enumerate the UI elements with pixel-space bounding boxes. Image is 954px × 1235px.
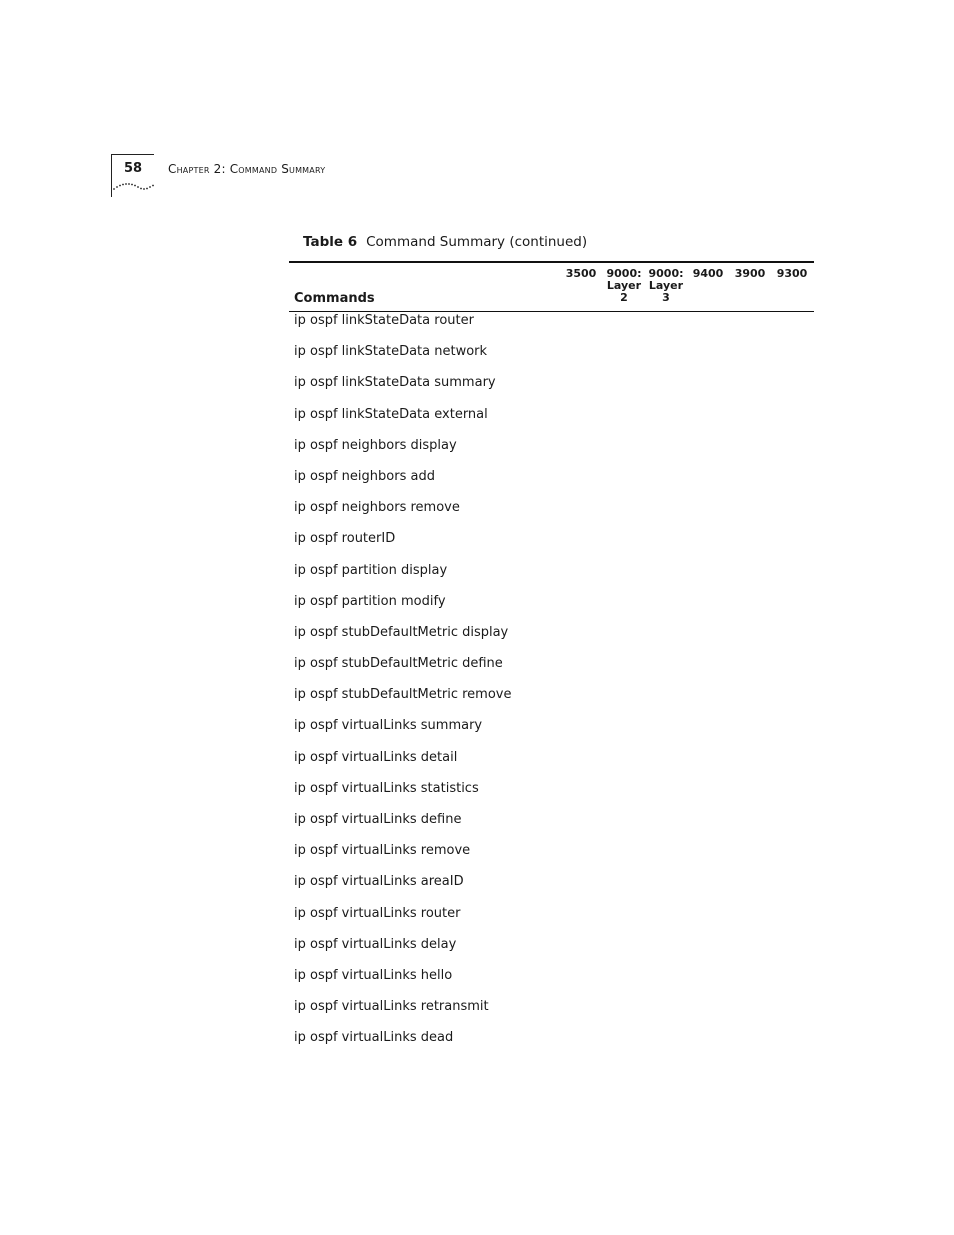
column-header-9000-layer-3: 9000: Layer 3 xyxy=(648,267,684,304)
table-row: ip ospf linkStateData router xyxy=(294,313,474,328)
table-row: ip ospf partition display xyxy=(294,562,448,578)
table-row: ip ospf virtualLinks router xyxy=(294,905,461,921)
table-row: ip ospf virtualLinks retransmit xyxy=(294,999,489,1015)
table-row: ip ospf virtualLinks remove xyxy=(294,843,471,859)
column-header-3900: 3900 xyxy=(734,267,766,280)
command-list xyxy=(289,312,814,1061)
dotted-decoration-icon xyxy=(111,180,157,192)
chapter-title: Chapter 2: Command Summary xyxy=(168,162,326,176)
table-row: ip ospf virtualLinks detail xyxy=(294,749,458,765)
table-row: ip ospf virtualLinks delay xyxy=(294,936,457,952)
table-caption xyxy=(303,234,587,250)
table-row: ip ospf neighbors display xyxy=(294,437,457,453)
table-row: ip ospf virtualLinks statistics xyxy=(294,780,479,796)
table-row: ip ospf routerID xyxy=(294,531,396,547)
table-row: ip ospf linkStateData summary xyxy=(294,375,496,391)
table-row: ip ospf virtualLinks summary xyxy=(294,718,483,734)
table-row: ip ospf virtualLinks hello xyxy=(294,967,453,983)
table-row: ip ospf partition modify xyxy=(294,593,446,609)
table-row: ip ospf linkStateData external xyxy=(294,406,488,422)
table-row: ip ospf stubDefaultMetric remove xyxy=(294,687,512,703)
commands-column-header: Commands xyxy=(294,291,375,306)
command-table xyxy=(289,261,814,1061)
table-row: ip ospf neighbors add xyxy=(294,468,435,484)
column-header-9400: 9400 xyxy=(692,267,724,280)
table-caption-label: Table 6 xyxy=(303,234,358,250)
page-header xyxy=(111,154,411,198)
table-row: ip ospf neighbors remove xyxy=(294,500,460,516)
table-row: ip ospf virtualLinks areaID xyxy=(294,874,464,890)
column-header-3500: 3500 xyxy=(565,267,597,280)
table-row: ip ospf stubDefaultMetric display xyxy=(294,624,509,640)
table-row: ip ospf virtualLinks define xyxy=(294,812,462,827)
table-header-row xyxy=(289,263,814,312)
column-header-9300: 9300 xyxy=(776,267,808,280)
table-row: ip ospf virtualLinks dead xyxy=(294,1030,454,1046)
page-number: 58 xyxy=(124,161,143,176)
table-row: ip ospf stubDefaultMetric define xyxy=(294,656,503,672)
table-row: ip ospf linkStateData network xyxy=(294,344,488,360)
column-header-9000-layer-2: 9000: Layer 2 xyxy=(606,267,642,304)
table-caption-text: Command Summary (continued) xyxy=(366,234,588,250)
